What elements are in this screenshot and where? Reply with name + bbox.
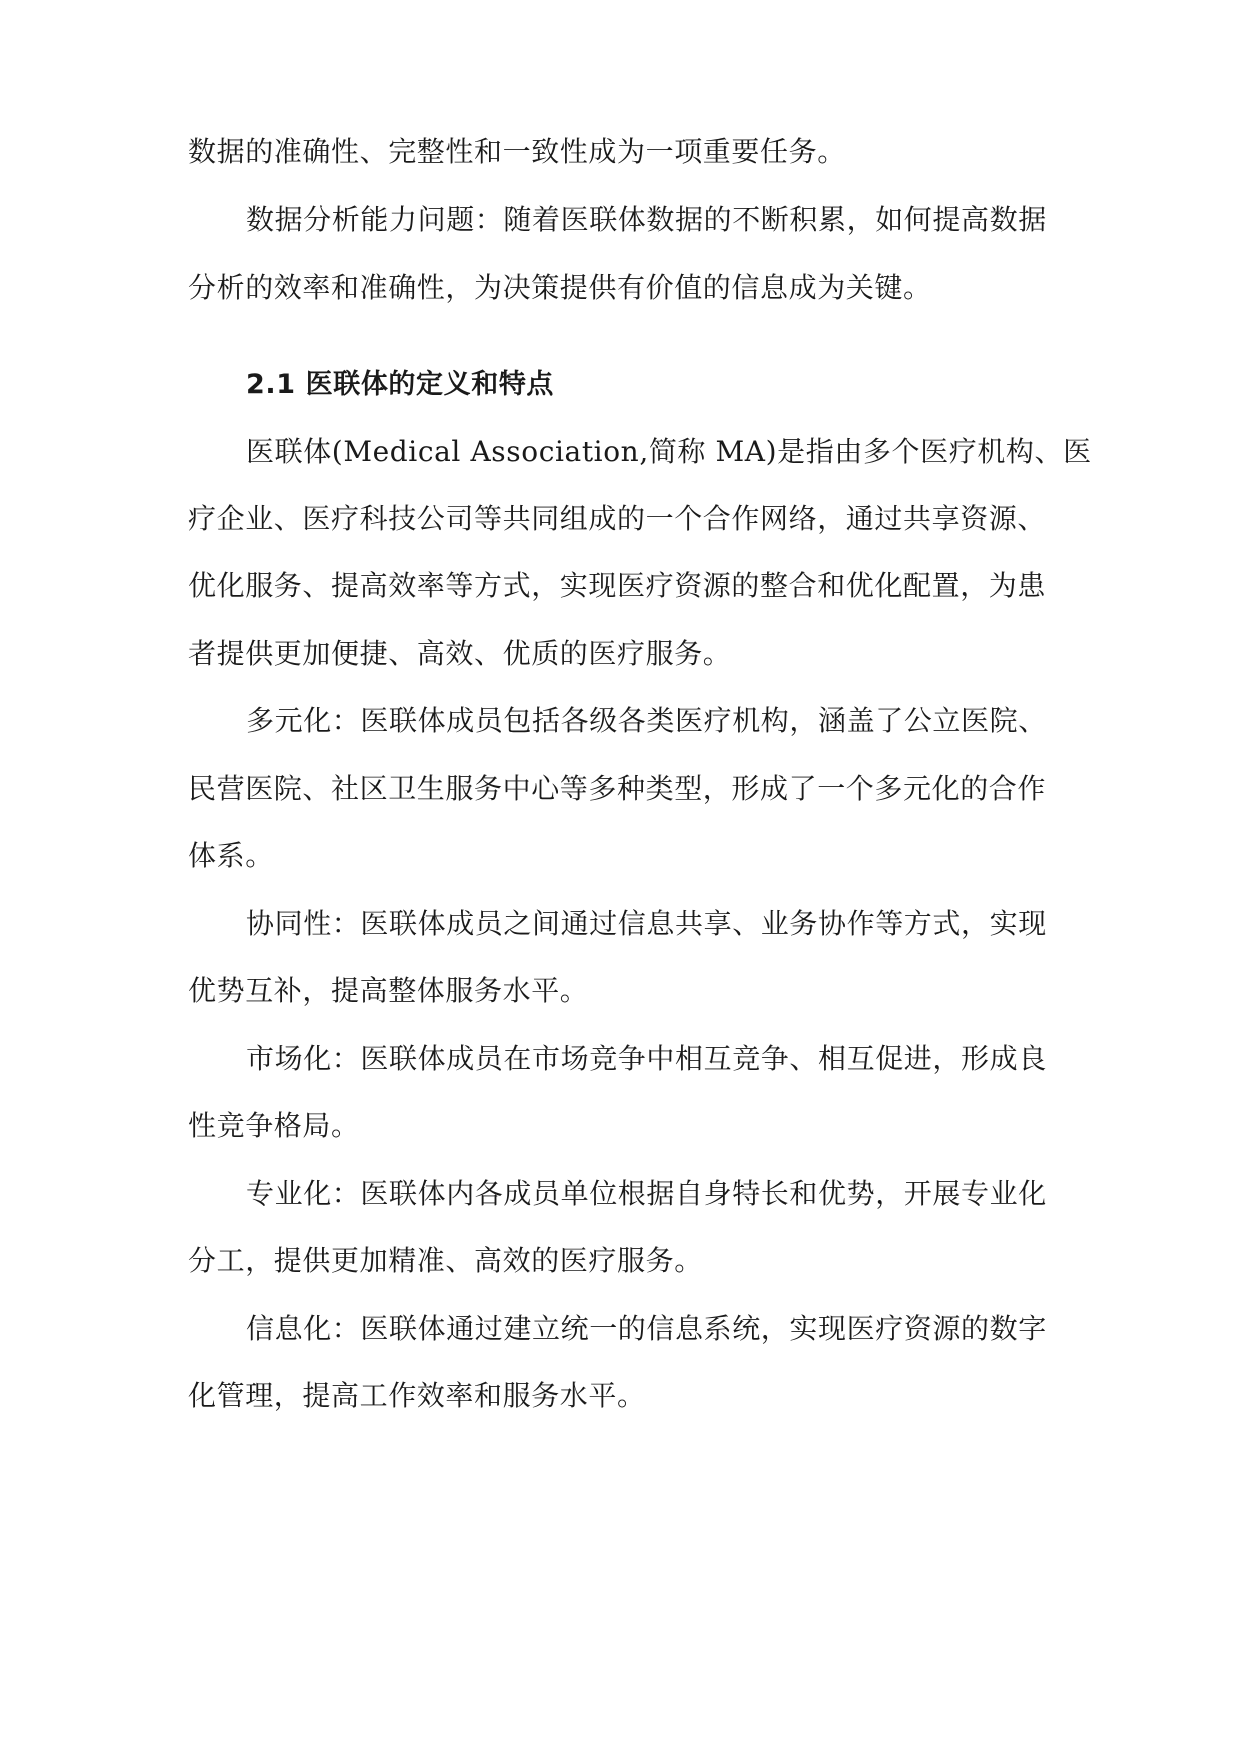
paragraph-line: 民营医院、社区卫生服务中心等多种类型，形成了一个多元化的合作 (188, 772, 1047, 805)
paragraph-line: 专业化：医联体内各成员单位根据自身特长和优势，开展专业化 (246, 1177, 1047, 1210)
paragraph-line: 分工，提供更加精准、高效的医疗服务。 (188, 1244, 703, 1277)
paragraph-line: 信息化：医联体通过建立统一的信息系统，实现医疗资源的数字 (246, 1312, 1047, 1345)
paragraph-line: 协同性：医联体成员之间通过信息共享、业务协作等方式，实现 (246, 907, 1047, 940)
paragraph-line: 分析的效率和准确性，为决策提供有价值的信息成为关键。 (188, 271, 932, 304)
paragraph-line: 性竞争格局。 (188, 1109, 360, 1142)
paragraph-line: 者提供更加便捷、高效、优质的医疗服务。 (188, 637, 732, 670)
paragraph-line: 体系。 (188, 839, 274, 872)
paragraph-line: 优势互补，提高整体服务水平。 (188, 974, 589, 1007)
paragraph-line: 多元化：医联体成员包括各级各类医疗机构，涵盖了公立医院、 (246, 704, 1047, 737)
paragraph-line: 化管理，提高工作效率和服务水平。 (188, 1379, 646, 1412)
paragraph-line: 数据的准确性、完整性和一致性成为一项重要任务。 (188, 135, 846, 168)
section-heading: 2.1 医联体的定义和特点 (246, 369, 555, 400)
paragraph-line: 数据分析能力问题：随着医联体数据的不断积累，如何提高数据 (246, 203, 1047, 236)
paragraph-line: 优化服务、提高效率等方式，实现医疗资源的整合和优化配置，为患 (188, 569, 1047, 602)
paragraph-line: 市场化：医联体成员在市场竞争中相互竞争、相互促进，形成良 (246, 1042, 1047, 1075)
paragraph-line: 医联体(Medical Association,简称 MA)是指由多个医疗机构、医 (246, 435, 1092, 468)
paragraph-line: 疗企业、医疗科技公司等共同组成的一个合作网络，通过共享资源、 (188, 502, 1047, 535)
